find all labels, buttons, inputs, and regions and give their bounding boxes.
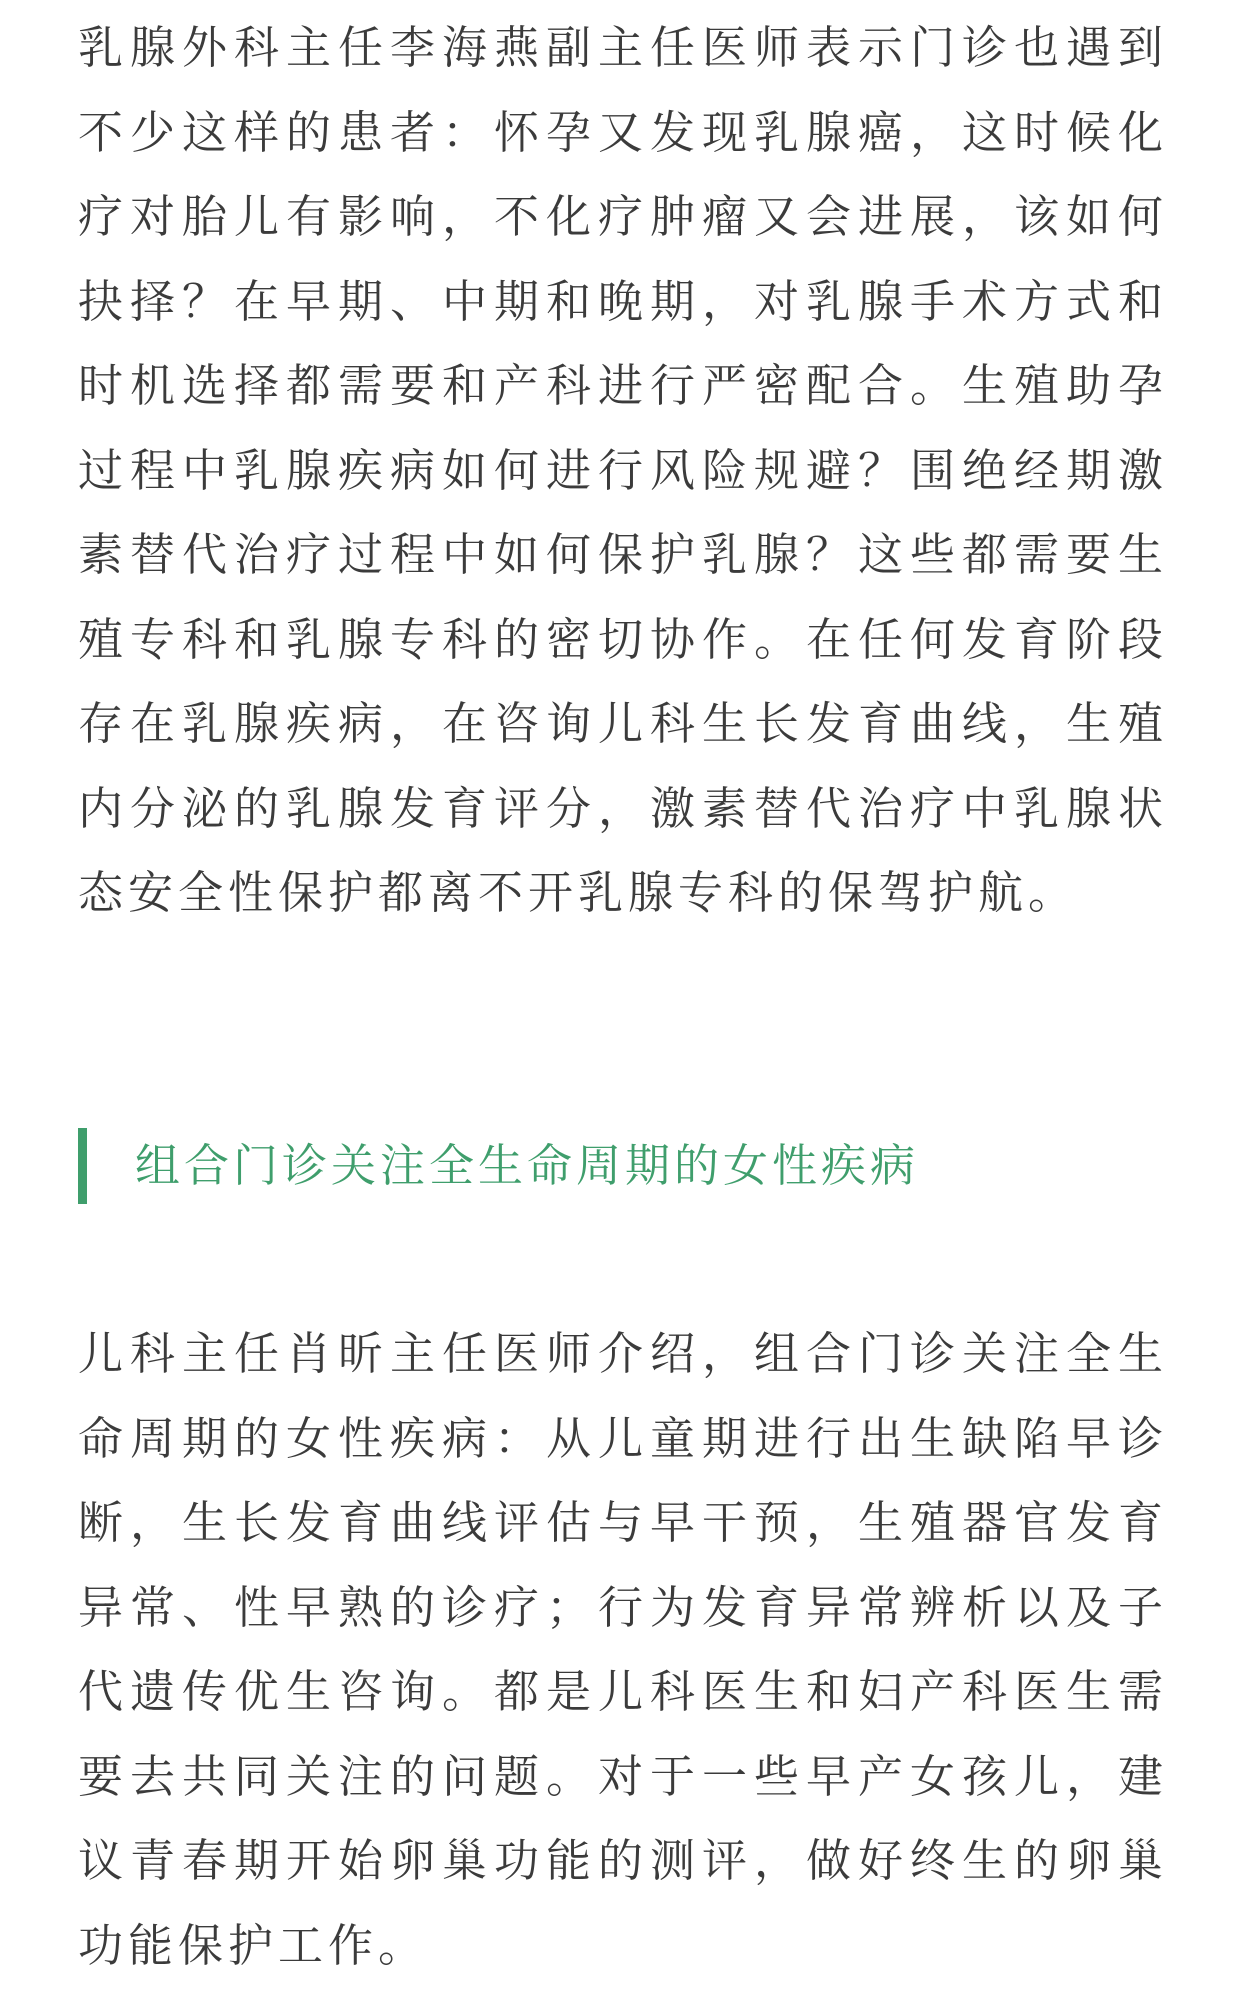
heading-accent-bar — [78, 1128, 87, 1204]
paragraph-pediatrics: 儿科主任肖昕主任医师介绍，组合门诊关注全生命周期的女性疾病：从儿童期进行出生缺陷早诊断，生长发育曲线评估与早干预，生殖器官发育异常、性早熟的诊疗；行为发育异常辨析以及子代遗传优生咨询。都是儿科医生和妇产科医生需要去共同关注的问题。对于一些早产女孩儿，建议青春期开始卵巢功能的测评，做好终生的卵巢功能保护工作。 — [78, 1327, 1168, 1972]
section-heading — [78, 1128, 1168, 1204]
paragraph-breast-surgery: 乳腺外科主任李海燕副主任医师表示门诊也遇到不少这样的患者：怀孕又发现乳腺癌，这时候化疗对胎儿有影响，不化疗肿瘤又会进展，该如何抉择？在早期、中期和晚期，对乳腺手术方式和时机选择都需要和产科进行严密配合。生殖助孕过程中乳腺疾病如何进行风险规避？围绝经期激素替代治疗过程中如何保护乳腺？这些都需要生殖专科和乳腺专科的密切协作。在任何发育阶段存在乳腺疾病，在咨询儿科生长发育曲线，生殖内分泌的乳腺发育评分，激素替代治疗中乳腺状态安全性保护都离不开乳腺专科的保驾护航。 — [78, 21, 1168, 919]
section-heading-text: 组合门诊关注全生命周期的女性疾病 — [135, 1139, 920, 1192]
